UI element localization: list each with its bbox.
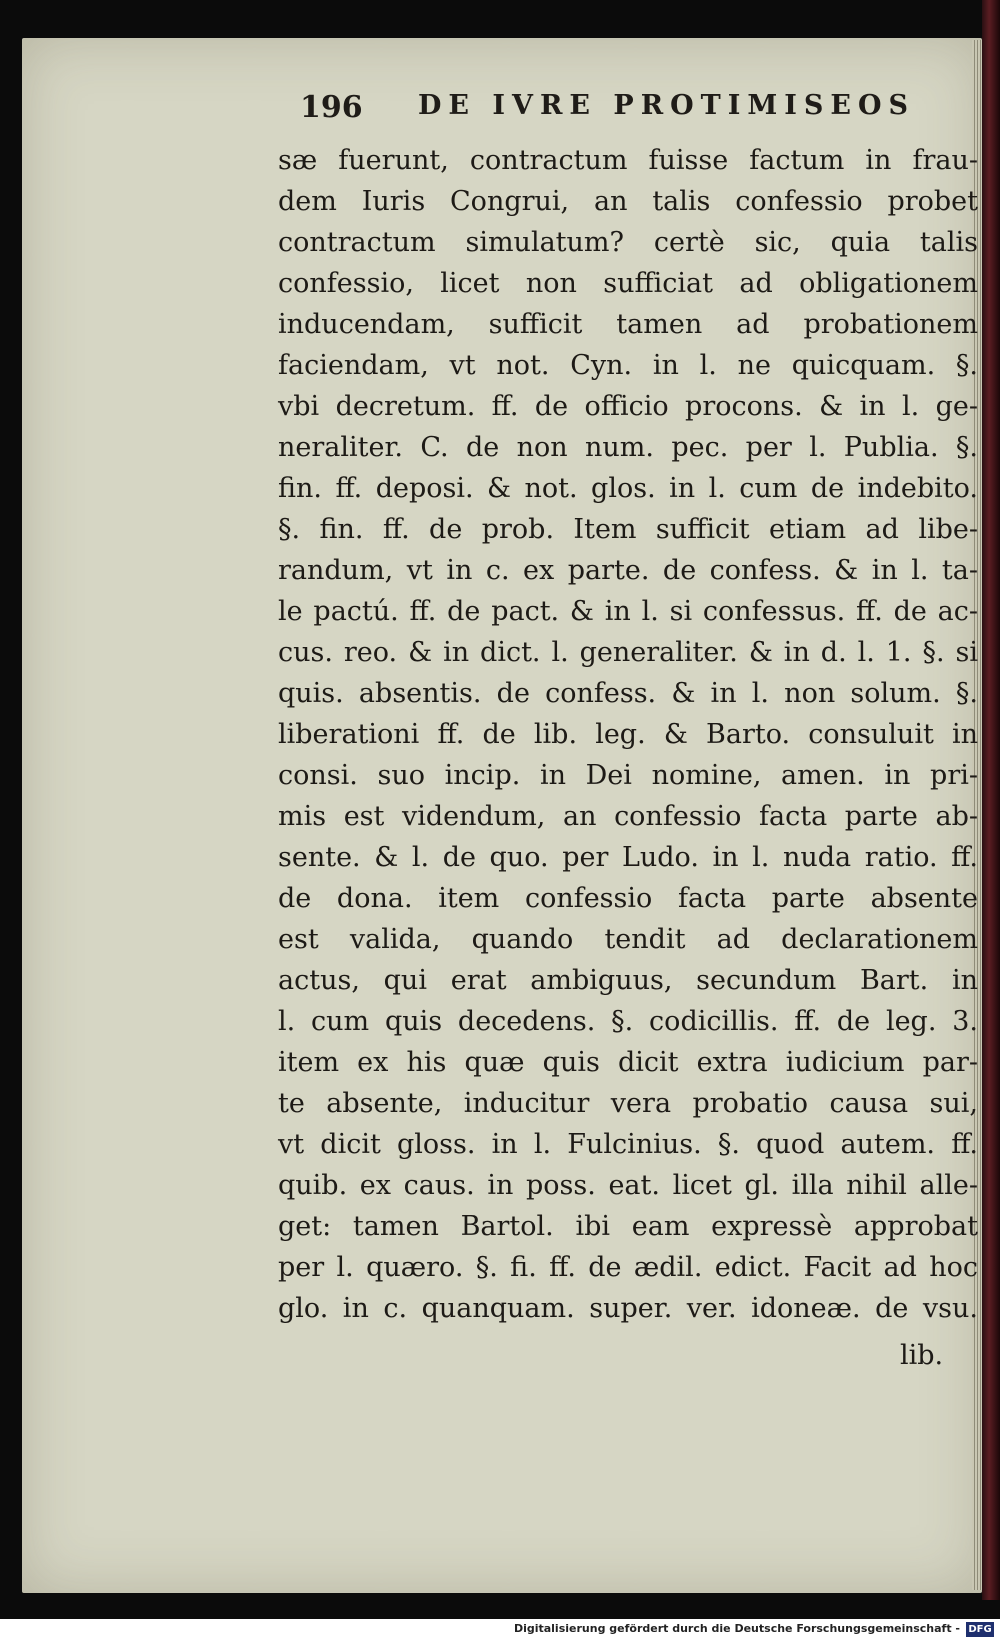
digitization-footer bbox=[0, 1619, 1000, 1641]
page-header bbox=[300, 90, 920, 130]
text-line: item ex his quæ quis dicit extra iudicium par- bbox=[278, 1047, 978, 1078]
text-line: vbi decretum. ff. de officio procons. & in l. ge- bbox=[278, 391, 978, 422]
text-line: neraliter. C. de non num. pec. per l. Publia. §. bbox=[278, 432, 978, 463]
text-line: le pactú. ff. de pact. & in l. si confessus. ff. de ac- bbox=[278, 596, 978, 627]
body-text bbox=[278, 140, 978, 1329]
text-line: contractum simulatum? certè sic, quia talis bbox=[278, 227, 978, 258]
text-line: quib. ex caus. in poss. eat. licet gl. illa nihil alle- bbox=[278, 1170, 978, 1201]
running-head: DE IVRE PROTIMISEOS bbox=[418, 90, 915, 121]
text-line: de dona. item confessio facta parte absente bbox=[278, 883, 978, 914]
text-line: confessio, licet non sufficiat ad obligationem bbox=[278, 268, 978, 299]
text-line: vt dicit gloss. in l. Fulcinius. §. quod autem. ff. bbox=[278, 1129, 978, 1160]
page-number: 196 bbox=[300, 90, 363, 125]
text-line: per l. quæro. §. fi. ff. de ædil. edict. Facit ad hoc bbox=[278, 1252, 978, 1283]
text-line: consi. suo incip. in Dei nomine, amen. in pri- bbox=[278, 760, 978, 791]
text-line: §. fin. ff. de prob. Item sufficit etiam ad libe- bbox=[278, 514, 978, 545]
text-line: cus. reo. & in dict. l. generaliter. & in d. l. 1. §. si bbox=[278, 637, 978, 668]
book-spine bbox=[982, 0, 1000, 1600]
text-line: get: tamen Bartol. ibi eam expressè approbat bbox=[278, 1211, 978, 1242]
text-line: l. cum quis decedens. §. codicillis. ff. de leg. 3. bbox=[278, 1006, 978, 1037]
text-line: faciendam, vt not. Cyn. in l. ne quicquam. §. bbox=[278, 350, 978, 381]
catchword: lib. bbox=[900, 1340, 944, 1371]
text-line: randum, vt in c. ex parte. de confess. & in l. ta- bbox=[278, 555, 978, 586]
funding-credit: Digitalisierung gefördert durch die Deutsche Forschungsgemeinschaft - bbox=[513, 1622, 960, 1635]
text-line: glo. in c. quanquam. super. ver. idoneæ. de vsu. bbox=[278, 1293, 978, 1324]
text-line: sente. & l. de quo. per Ludo. in l. nuda ratio. ff. bbox=[278, 842, 978, 873]
text-line: sæ fuerunt, contractum fuisse factum in frau- bbox=[278, 145, 978, 176]
dfg-logo-icon: DFG bbox=[966, 1622, 994, 1637]
text-line: liberationi ff. de lib. leg. & Barto. consuluit in bbox=[278, 719, 978, 750]
text-line: te absente, inducitur vera probatio causa sui, bbox=[278, 1088, 978, 1119]
text-line: est valida, quando tendit ad declarationem bbox=[278, 924, 978, 955]
text-line: dem Iuris Congrui, an talis confessio probet bbox=[278, 186, 978, 217]
text-line: quis. absentis. de confess. & in l. non solum. §. bbox=[278, 678, 978, 709]
text-line: actus, qui erat ambiguus, secundum Bart. in bbox=[278, 965, 978, 996]
text-line: fin. ff. deposi. & not. glos. in l. cum de indebito. bbox=[278, 473, 978, 504]
text-line: inducendam, sufficit tamen ad probationem bbox=[278, 309, 978, 340]
text-line: mis est videndum, an confessio facta parte ab- bbox=[278, 801, 978, 832]
